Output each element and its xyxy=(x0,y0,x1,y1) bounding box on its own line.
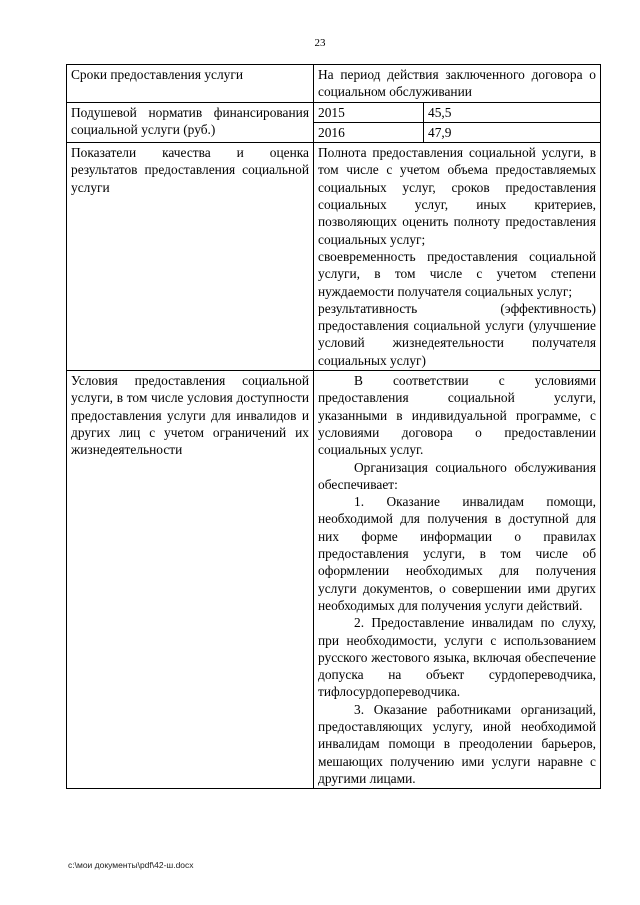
terms-label: Сроки предоставления услуги xyxy=(67,65,314,103)
conditions-item-3: 3. Оказание работниками организаций, предоставляющих услугу, иной необходимой инвалидам помощи в преодолении барьеров, мешающих получению ими услуги наравне с другими лицами. xyxy=(318,701,597,786)
table-row xyxy=(67,65,601,103)
conditions-label: Условия предоставления социальной услуги, в том числе условия доступности предоставления услуги для инвалидов и других лиц с учетом ограничений их жизнедеятельности xyxy=(67,371,314,789)
table-row xyxy=(67,143,601,371)
conditions-item-2: 2. Предоставление инвалидам по слуху, при необходимости, услуги с использованием русского жестового языка, включая обеспечение допуска на объект сурдопереводчика, тифлосурдопереводчика. xyxy=(318,615,597,700)
indicator-effectiveness: результативность (эффективность) предоставления социальной услуги (улучшение условий жизнедеятельности получателя социальных услуг) xyxy=(318,300,597,368)
indicators-label: Показатели качества и оценка результатов предоставления социальной услуги xyxy=(67,143,314,371)
norm-amount-2015: 45,5 xyxy=(424,102,601,122)
conditions-item-1: 1. Оказание инвалидам помощи, необходимой для получения в доступной для них форме информации о правилах предоставления услуги, в том числе об оформлении необходимых для получения услуги документов, о совершении ими других необходимых для получения услуги действий. xyxy=(318,494,597,613)
norm-year-2015: 2015 xyxy=(314,102,424,122)
norm-year-2016: 2016 xyxy=(314,122,424,142)
conditions-intro: В соответствии с условиями предоставления социальной услуги, указанными в индивидуальной программе, с условиями договора о предоставлении социальных услуг. xyxy=(318,373,597,458)
conditions-cell xyxy=(314,371,601,789)
indicators-cell xyxy=(314,143,601,371)
table-row xyxy=(67,102,601,122)
conditions-org: Организация социального обслуживания обеспечивает: xyxy=(318,459,597,492)
norm-amount-2016: 47,9 xyxy=(424,122,601,142)
table-row xyxy=(67,371,601,789)
indicator-completeness: Полнота предоставления социальной услуги, в том числе с учетом объема предоставляемых социальных услуг, сроков предоставления социальных услуг, иных критериев, позволяющих оценить полноту предоставления социальных услуг; xyxy=(318,145,597,247)
footer-file-path: c:\мои документы\pdf\42-ш.docx xyxy=(68,860,194,870)
indicator-timeliness: своевременность предоставления социальной услуги, в том числе с учетом степени нуждаемости получателя социальных услуг; xyxy=(318,248,597,299)
service-table xyxy=(66,64,601,789)
norm-label: Подушевой норматив финансирования социальной услуги (руб.) xyxy=(67,102,314,143)
terms-value: На период действия заключенного договора о социальном обслуживании xyxy=(314,65,601,103)
page-number: 23 xyxy=(314,37,326,49)
